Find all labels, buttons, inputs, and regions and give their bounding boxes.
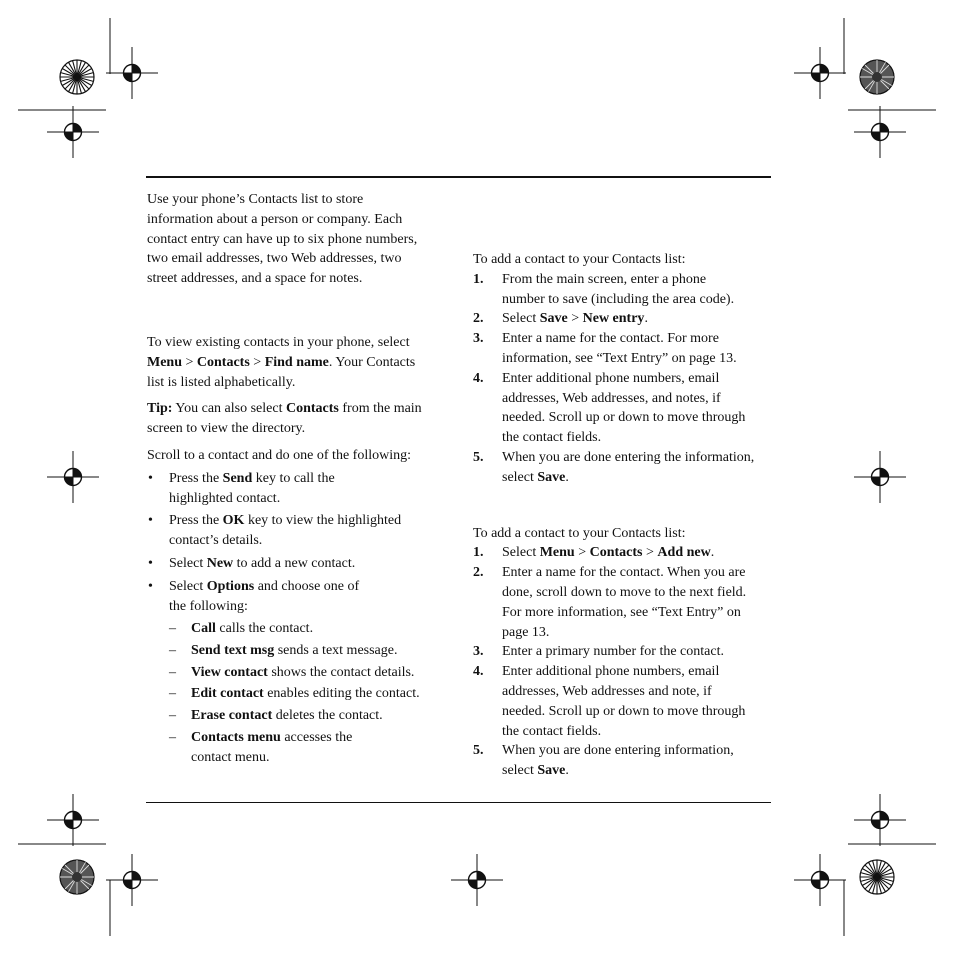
list-item: • Press the Send key to call the highlighted contact. [148, 470, 335, 506]
step-item: 1. Select Menu > Contacts > Add new. [473, 545, 715, 561]
step-item: 4. Enter additional phone numbers, email addresses, Web addresses, and notes, if needed. Scroll up or down to move through the contact fields. [473, 370, 746, 446]
intro-line: two email addresses, two Web addresses, two [147, 251, 402, 267]
option-item: – View contact shows the contact details. [169, 664, 415, 680]
add-from-main-intro: To add a contact to your Contacts list: [473, 252, 686, 267]
bullet-mark: • [148, 555, 153, 571]
step-item: 5. When you are done entering information, select Save. [473, 743, 734, 779]
list-item: • Select Options and choose one of the following: – Call calls the contact. – Send text msg sends a text message. – View contact shows the contact details. – Edit contact enables editing the contact. – Erase contact deletes the contact. – Contacts menu accesses the contact menu. [147, 577, 442, 768]
intro-line: Use your phone’s Contacts list to store [147, 192, 364, 207]
intro-line: information about a person or company. Each [147, 211, 403, 227]
header-rule [146, 176, 771, 178]
add-from-menu-intro: To add a contact to your Contacts list: [473, 525, 686, 541]
menu-path-find-name: Find name [264, 354, 329, 370]
step-item: 2. Enter a name for the contact. When you are done, scroll down to move to the next field. For more information, see “Text Entry” on page 13. [473, 565, 747, 640]
tip-paragraph: Tip: You can also select Contacts from the main screen to view the directory. [147, 401, 422, 437]
step-item: 3. Enter a primary number for the contact. [473, 644, 724, 660]
intro-line: contact entry can have up to six phone numbers, [147, 231, 418, 247]
step-item: 2. Select Save > New entry. [473, 311, 648, 327]
option-item: – Erase contact deletes the contact. [169, 708, 383, 724]
intro-line: street addresses, and a space for notes. [147, 271, 363, 287]
step-item: 5. When you are done entering the information, select Save. [473, 449, 755, 485]
right-column [473, 250, 773, 781]
step-item: 3. Enter a name for the contact. For more information, see “Text Entry” on page 13. [473, 331, 737, 366]
scroll-instruction: Scroll to a contact and do one of the following: [147, 447, 411, 463]
bullet-mark: • [148, 513, 153, 529]
add-from-menu-steps [473, 543, 773, 781]
option-item: – Contacts menu accesses the contact menu. [169, 730, 353, 766]
menu-path-menu: Menu [147, 354, 182, 370]
option-item: – Call calls the contact. [169, 620, 314, 636]
tip-label: Tip: [147, 401, 173, 417]
step-item: 1. From the main screen, enter a phone number to save (including the area code). [473, 271, 735, 307]
list-item: • Select New to add a new contact. [147, 554, 442, 574]
menu-path-contacts: Contacts [196, 354, 250, 370]
option-item: – Edit contact enables editing the contact. [169, 686, 420, 702]
list-item: • Press the OK key to view the highlighted contact’s details. [148, 513, 402, 549]
view-contacts-paragraph: To view existing contacts in your phone, select Menu > Contacts > Find name. Your Contacts list is listed alphabetically. [147, 334, 416, 390]
footer-rule [146, 802, 771, 803]
bullet-mark: • [148, 578, 153, 594]
add-from-main-steps [473, 270, 773, 488]
option-item: – Send text msg sends a text message. [169, 642, 398, 658]
intro-paragraph [147, 190, 442, 289]
left-column [147, 190, 442, 768]
bullet-mark: • [148, 470, 153, 486]
contact-actions-list [147, 469, 442, 768]
step-item: 4. Enter additional phone numbers, email addresses, Web addresses and note, if needed. Scroll up or down to move through the contact fields. [473, 664, 746, 739]
options-list [169, 619, 442, 769]
